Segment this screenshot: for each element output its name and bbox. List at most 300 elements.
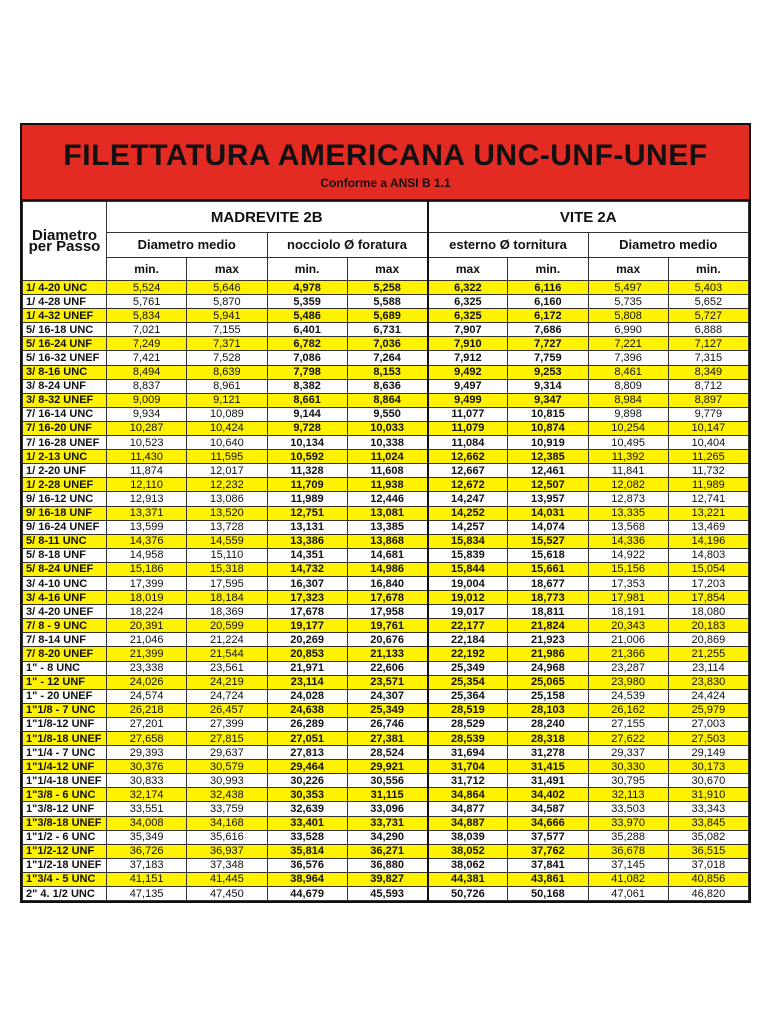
table-cell: 29,637 xyxy=(187,746,267,760)
table-cell: 22,177 xyxy=(428,619,508,633)
table-row xyxy=(23,379,749,393)
table-cell: 13,371 xyxy=(107,506,187,520)
table-cell: 23,571 xyxy=(347,675,427,689)
table-cell: 13,568 xyxy=(588,520,668,534)
table-cell: 13,086 xyxy=(187,492,267,506)
table-cell: 6,325 xyxy=(428,309,508,323)
table-cell: 11,079 xyxy=(428,421,508,435)
table-cell: 11,841 xyxy=(588,464,668,478)
table-cell: 9,314 xyxy=(508,379,588,393)
table-cell: 21,366 xyxy=(588,647,668,661)
table-cell: 20,269 xyxy=(267,633,347,647)
table-cell: 27,658 xyxy=(107,732,187,746)
table-row xyxy=(23,774,749,788)
table-cell: 32,113 xyxy=(588,788,668,802)
table-cell: 33,401 xyxy=(267,816,347,830)
table-cell: 30,353 xyxy=(267,788,347,802)
table-cell: 21,133 xyxy=(347,647,427,661)
table-row xyxy=(23,421,749,435)
table-cell: 11,077 xyxy=(428,407,508,421)
thread-designation: 5/ 16-24 UNF xyxy=(23,337,107,351)
table-cell: 33,551 xyxy=(107,802,187,816)
table-cell: 5,689 xyxy=(347,309,427,323)
table-row xyxy=(23,591,749,605)
table-cell: 30,993 xyxy=(187,774,267,788)
table-cell: 24,574 xyxy=(107,689,187,703)
table-cell: 12,662 xyxy=(428,450,508,464)
table-cell: 10,404 xyxy=(668,436,748,450)
table-cell: 8,661 xyxy=(267,393,347,407)
table-cell: 32,639 xyxy=(267,802,347,816)
table-row xyxy=(23,661,749,675)
table-cell: 24,539 xyxy=(588,689,668,703)
table-cell: 28,529 xyxy=(428,717,508,731)
table-cell: 50,168 xyxy=(508,887,588,901)
table-cell: 25,354 xyxy=(428,675,508,689)
table-cell: 7,021 xyxy=(107,323,187,337)
table-cell: 7,315 xyxy=(668,351,748,365)
table-cell: 20,391 xyxy=(107,619,187,633)
table-cell: 25,979 xyxy=(668,703,748,717)
table-cell: 12,017 xyxy=(187,464,267,478)
table-cell: 33,528 xyxy=(267,830,347,844)
table-cell: 17,323 xyxy=(267,591,347,605)
table-cell: 17,678 xyxy=(347,591,427,605)
table-cell: 8,153 xyxy=(347,365,427,379)
thread-designation: 1"1/8-18 UNEF xyxy=(23,732,107,746)
table-cell: 23,114 xyxy=(668,661,748,675)
table-cell: 5,761 xyxy=(107,295,187,309)
table-cell: 38,964 xyxy=(267,872,347,886)
table-cell: 5,834 xyxy=(107,309,187,323)
table-cell: 44,679 xyxy=(267,887,347,901)
table-cell: 11,595 xyxy=(187,450,267,464)
table-row xyxy=(23,351,749,365)
table-cell: 18,677 xyxy=(508,576,588,590)
table-cell: 5,870 xyxy=(187,295,267,309)
table-row xyxy=(23,802,749,816)
table-cell: 8,461 xyxy=(588,365,668,379)
table-cell: 7,727 xyxy=(508,337,588,351)
table-row xyxy=(23,746,749,760)
table-cell: 19,004 xyxy=(428,576,508,590)
table-cell: 30,670 xyxy=(668,774,748,788)
thread-designation: 1" - 12 UNF xyxy=(23,675,107,689)
table-cell: 35,349 xyxy=(107,830,187,844)
thread-designation: 5/ 8-24 UNEF xyxy=(23,562,107,576)
table-cell: 5,403 xyxy=(668,281,748,295)
table-cell: 14,257 xyxy=(428,520,508,534)
table-cell: 21,923 xyxy=(508,633,588,647)
table-cell: 4,978 xyxy=(267,281,347,295)
table-cell: 10,338 xyxy=(347,436,427,450)
table-cell: 12,741 xyxy=(668,492,748,506)
table-cell: 15,156 xyxy=(588,562,668,576)
table-cell: 15,618 xyxy=(508,548,588,562)
table-cell: 37,762 xyxy=(508,844,588,858)
table-cell: 31,491 xyxy=(508,774,588,788)
table-cell: 37,183 xyxy=(107,858,187,872)
table-cell: 32,438 xyxy=(187,788,267,802)
table-cell: 47,061 xyxy=(588,887,668,901)
table-cell: 17,854 xyxy=(668,591,748,605)
table-cell: 30,330 xyxy=(588,760,668,774)
vite-header: VITE 2A xyxy=(428,202,749,233)
table-row xyxy=(23,281,749,295)
min-header: min. xyxy=(668,258,748,281)
table-cell: 46,820 xyxy=(668,887,748,901)
table-cell: 14,681 xyxy=(347,548,427,562)
table-cell: 10,874 xyxy=(508,421,588,435)
table-cell: 8,837 xyxy=(107,379,187,393)
table-cell: 24,724 xyxy=(187,689,267,703)
table-cell: 8,636 xyxy=(347,379,427,393)
table-cell: 17,981 xyxy=(588,591,668,605)
table-cell: 24,219 xyxy=(187,675,267,689)
table-cell: 12,446 xyxy=(347,492,427,506)
thread-designation: 7/ 8-20 UNEF xyxy=(23,647,107,661)
table-row xyxy=(23,492,749,506)
table-cell: 21,544 xyxy=(187,647,267,661)
table-cell: 50,726 xyxy=(428,887,508,901)
table-cell: 43,861 xyxy=(508,872,588,886)
table-cell: 6,401 xyxy=(267,323,347,337)
table-cell: 6,116 xyxy=(508,281,588,295)
table-cell: 10,523 xyxy=(107,436,187,450)
table-cell: 14,336 xyxy=(588,534,668,548)
table-row xyxy=(23,858,749,872)
table-cell: 7,759 xyxy=(508,351,588,365)
table-cell: 20,676 xyxy=(347,633,427,647)
thread-designation: 9/ 16-24 UNEF xyxy=(23,520,107,534)
table-cell: 29,337 xyxy=(588,746,668,760)
table-cell: 9,934 xyxy=(107,407,187,421)
table-cell: 5,588 xyxy=(347,295,427,309)
thread-designation: 1/ 4-20 UNC xyxy=(23,281,107,295)
thread-designation: 1"3/8-18 UNEF xyxy=(23,816,107,830)
table-cell: 10,134 xyxy=(267,436,347,450)
table-cell: 6,731 xyxy=(347,323,427,337)
table-cell: 8,864 xyxy=(347,393,427,407)
thread-designation: 1"1/2-18 UNEF xyxy=(23,858,107,872)
table-cell: 38,062 xyxy=(428,858,508,872)
thread-designation: 1/ 4-28 UNF xyxy=(23,295,107,309)
table-cell: 38,039 xyxy=(428,830,508,844)
table-cell: 7,264 xyxy=(347,351,427,365)
table-cell: 10,287 xyxy=(107,421,187,435)
table-cell: 25,158 xyxy=(508,689,588,703)
table-cell: 14,031 xyxy=(508,506,588,520)
table-cell: 11,989 xyxy=(668,478,748,492)
table-cell: 8,897 xyxy=(668,393,748,407)
table-cell: 31,694 xyxy=(428,746,508,760)
table-row xyxy=(23,760,749,774)
table-cell: 27,399 xyxy=(187,717,267,731)
table-cell: 34,008 xyxy=(107,816,187,830)
table-cell: 25,349 xyxy=(428,661,508,675)
table-cell: 14,559 xyxy=(187,534,267,548)
table-cell: 5,497 xyxy=(588,281,668,295)
table-cell: 10,147 xyxy=(668,421,748,435)
thread-designation: 1" - 20 UNEF xyxy=(23,689,107,703)
table-row xyxy=(23,844,749,858)
table-cell: 5,486 xyxy=(267,309,347,323)
thread-designation: 5/ 16-18 UNC xyxy=(23,323,107,337)
table-cell: 29,393 xyxy=(107,746,187,760)
table-cell: 20,343 xyxy=(588,619,668,633)
thread-designation: 1"1/4 - 7 UNC xyxy=(23,746,107,760)
table-cell: 14,986 xyxy=(347,562,427,576)
table-cell: 9,144 xyxy=(267,407,347,421)
table-cell: 23,830 xyxy=(668,675,748,689)
table-cell: 9,253 xyxy=(508,365,588,379)
table-cell: 30,579 xyxy=(187,760,267,774)
table-cell: 24,307 xyxy=(347,689,427,703)
thread-designation: 9/ 16-12 UNC xyxy=(23,492,107,506)
table-cell: 33,731 xyxy=(347,816,427,830)
table-row xyxy=(23,717,749,731)
table-row xyxy=(23,407,749,421)
table-cell: 11,328 xyxy=(267,464,347,478)
table-cell: 14,252 xyxy=(428,506,508,520)
table-cell: 6,160 xyxy=(508,295,588,309)
table-cell: 13,469 xyxy=(668,520,748,534)
table-cell: 30,226 xyxy=(267,774,347,788)
thread-table xyxy=(22,201,749,901)
table-cell: 47,135 xyxy=(107,887,187,901)
table-cell: 14,732 xyxy=(267,562,347,576)
table-cell: 10,033 xyxy=(347,421,427,435)
thread-designation: 5/ 16-32 UNEF xyxy=(23,351,107,365)
table-cell: 37,841 xyxy=(508,858,588,872)
table-cell: 10,815 xyxy=(508,407,588,421)
table-cell: 34,864 xyxy=(428,788,508,802)
table-cell: 41,082 xyxy=(588,872,668,886)
table-cell: 22,192 xyxy=(428,647,508,661)
thread-designation: 3/ 4-16 UNF xyxy=(23,591,107,605)
table-cell: 11,265 xyxy=(668,450,748,464)
thread-chart-sheet xyxy=(20,123,751,903)
table-cell: 7,798 xyxy=(267,365,347,379)
table-cell: 17,958 xyxy=(347,605,427,619)
table-cell: 37,348 xyxy=(187,858,267,872)
table-cell: 13,335 xyxy=(588,506,668,520)
table-cell: 23,287 xyxy=(588,661,668,675)
table-cell: 26,457 xyxy=(187,703,267,717)
table-cell: 9,121 xyxy=(187,393,267,407)
table-row xyxy=(23,732,749,746)
table-cell: 20,599 xyxy=(187,619,267,633)
table-cell: 21,046 xyxy=(107,633,187,647)
table-cell: 12,913 xyxy=(107,492,187,506)
table-cell: 36,937 xyxy=(187,844,267,858)
table-row xyxy=(23,675,749,689)
thread-designation: 3/ 4-10 UNC xyxy=(23,576,107,590)
thread-designation: 7/ 8-14 UNF xyxy=(23,633,107,647)
table-cell: 35,814 xyxy=(267,844,347,858)
table-row xyxy=(23,309,749,323)
table-cell: 14,074 xyxy=(508,520,588,534)
table-cell: 12,082 xyxy=(588,478,668,492)
table-cell: 5,941 xyxy=(187,309,267,323)
table-cell: 28,519 xyxy=(428,703,508,717)
table-cell: 34,168 xyxy=(187,816,267,830)
table-cell: 22,184 xyxy=(428,633,508,647)
table-cell: 15,318 xyxy=(187,562,267,576)
thread-designation: 5/ 8-11 UNC xyxy=(23,534,107,548)
table-cell: 15,186 xyxy=(107,562,187,576)
thread-designation: 1/ 2-20 UNF xyxy=(23,464,107,478)
table-cell: 31,415 xyxy=(508,760,588,774)
table-cell: 9,009 xyxy=(107,393,187,407)
thread-designation: 1"1/8-12 UNF xyxy=(23,717,107,731)
table-cell: 15,834 xyxy=(428,534,508,548)
min-header: min. xyxy=(107,258,187,281)
table-cell: 12,110 xyxy=(107,478,187,492)
table-cell: 31,115 xyxy=(347,788,427,802)
table-cell: 7,221 xyxy=(588,337,668,351)
table-cell: 30,833 xyxy=(107,774,187,788)
table-cell: 21,971 xyxy=(267,661,347,675)
subtitle: Conforme a ANSI B 1.1 xyxy=(320,176,451,190)
table-cell: 47,450 xyxy=(187,887,267,901)
thread-designation: 1"3/4 - 5 UNC xyxy=(23,872,107,886)
table-cell: 5,524 xyxy=(107,281,187,295)
table-cell: 25,364 xyxy=(428,689,508,703)
thread-designation: 3/ 8-32 UNEF xyxy=(23,393,107,407)
table-cell: 27,003 xyxy=(668,717,748,731)
table-cell: 9,497 xyxy=(428,379,508,393)
table-cell: 27,381 xyxy=(347,732,427,746)
table-row xyxy=(23,478,749,492)
table-row xyxy=(23,830,749,844)
table-cell: 15,527 xyxy=(508,534,588,548)
table-cell: 10,424 xyxy=(187,421,267,435)
table-cell: 23,114 xyxy=(267,675,347,689)
table-cell: 7,127 xyxy=(668,337,748,351)
table-row xyxy=(23,689,749,703)
table-cell: 33,759 xyxy=(187,802,267,816)
table-cell: 7,155 xyxy=(187,323,267,337)
table-cell: 27,813 xyxy=(267,746,347,760)
table-cell: 30,795 xyxy=(588,774,668,788)
min-header: min. xyxy=(267,258,347,281)
table-cell: 15,054 xyxy=(668,562,748,576)
nocciolo-header: nocciolo Ø foratura xyxy=(267,233,428,258)
table-cell: 34,290 xyxy=(347,830,427,844)
table-row xyxy=(23,295,749,309)
table-cell: 13,520 xyxy=(187,506,267,520)
table-cell: 13,221 xyxy=(668,506,748,520)
table-cell: 14,803 xyxy=(668,548,748,562)
table-cell: 17,203 xyxy=(668,576,748,590)
table-cell: 24,638 xyxy=(267,703,347,717)
table-cell: 34,587 xyxy=(508,802,588,816)
table-row xyxy=(23,337,749,351)
table-cell: 18,773 xyxy=(508,591,588,605)
table-cell: 7,086 xyxy=(267,351,347,365)
table-cell: 35,082 xyxy=(668,830,748,844)
table-cell: 24,968 xyxy=(508,661,588,675)
table-cell: 30,173 xyxy=(668,760,748,774)
table-cell: 8,961 xyxy=(187,379,267,393)
table-row xyxy=(23,633,749,647)
table-cell: 41,445 xyxy=(187,872,267,886)
table-cell: 9,347 xyxy=(508,393,588,407)
table-cell: 21,824 xyxy=(508,619,588,633)
table-cell: 12,461 xyxy=(508,464,588,478)
table-row xyxy=(23,605,749,619)
table-cell: 10,919 xyxy=(508,436,588,450)
table-cell: 7,036 xyxy=(347,337,427,351)
table-cell: 41,151 xyxy=(107,872,187,886)
table-cell: 30,556 xyxy=(347,774,427,788)
max-header: max xyxy=(428,258,508,281)
table-cell: 28,318 xyxy=(508,732,588,746)
table-cell: 14,376 xyxy=(107,534,187,548)
table-row xyxy=(23,647,749,661)
table-cell: 14,196 xyxy=(668,534,748,548)
thread-designation: 3/ 4-20 UNEF xyxy=(23,605,107,619)
table-cell: 33,096 xyxy=(347,802,427,816)
table-cell: 11,938 xyxy=(347,478,427,492)
table-cell: 9,550 xyxy=(347,407,427,421)
table-cell: 9,779 xyxy=(668,407,748,421)
madrevite-header: MADREVITE 2B xyxy=(107,202,428,233)
table-cell: 17,678 xyxy=(267,605,347,619)
table-cell: 21,986 xyxy=(508,647,588,661)
table-cell: 19,177 xyxy=(267,619,347,633)
thread-designation: 1/ 2-28 UNEF xyxy=(23,478,107,492)
table-cell: 17,399 xyxy=(107,576,187,590)
table-cell: 31,278 xyxy=(508,746,588,760)
thread-designation: 1"1/2-12 UNF xyxy=(23,844,107,858)
table-cell: 26,289 xyxy=(267,717,347,731)
thread-designation: 7/ 16-20 UNF xyxy=(23,421,107,435)
table-cell: 25,349 xyxy=(347,703,427,717)
thread-designation: 1" - 8 UNC xyxy=(23,661,107,675)
table-row xyxy=(23,365,749,379)
table-cell: 36,726 xyxy=(107,844,187,858)
table-cell: 12,873 xyxy=(588,492,668,506)
table-cell: 7,396 xyxy=(588,351,668,365)
table-cell: 27,051 xyxy=(267,732,347,746)
table-cell: 11,084 xyxy=(428,436,508,450)
max-header: max xyxy=(187,258,267,281)
table-cell: 28,524 xyxy=(347,746,427,760)
thread-designation: 1"3/8-12 UNF xyxy=(23,802,107,816)
table-cell: 12,672 xyxy=(428,478,508,492)
table-cell: 27,503 xyxy=(668,732,748,746)
table-cell: 15,839 xyxy=(428,548,508,562)
table-cell: 9,499 xyxy=(428,393,508,407)
table-cell: 21,224 xyxy=(187,633,267,647)
table-cell: 17,595 xyxy=(187,576,267,590)
table-cell: 21,255 xyxy=(668,647,748,661)
table-cell: 5,359 xyxy=(267,295,347,309)
table-cell: 27,155 xyxy=(588,717,668,731)
thread-designation: 1"3/8 - 6 UNC xyxy=(23,788,107,802)
table-cell: 15,661 xyxy=(508,562,588,576)
table-cell: 19,017 xyxy=(428,605,508,619)
thread-designation: 2" 4. 1/2 UNC xyxy=(23,887,107,901)
thread-designation: 7/ 16-28 UNEF xyxy=(23,436,107,450)
table-cell: 29,921 xyxy=(347,760,427,774)
table-cell: 31,704 xyxy=(428,760,508,774)
table-cell: 12,667 xyxy=(428,464,508,478)
table-cell: 31,910 xyxy=(668,788,748,802)
table-body xyxy=(23,281,749,901)
